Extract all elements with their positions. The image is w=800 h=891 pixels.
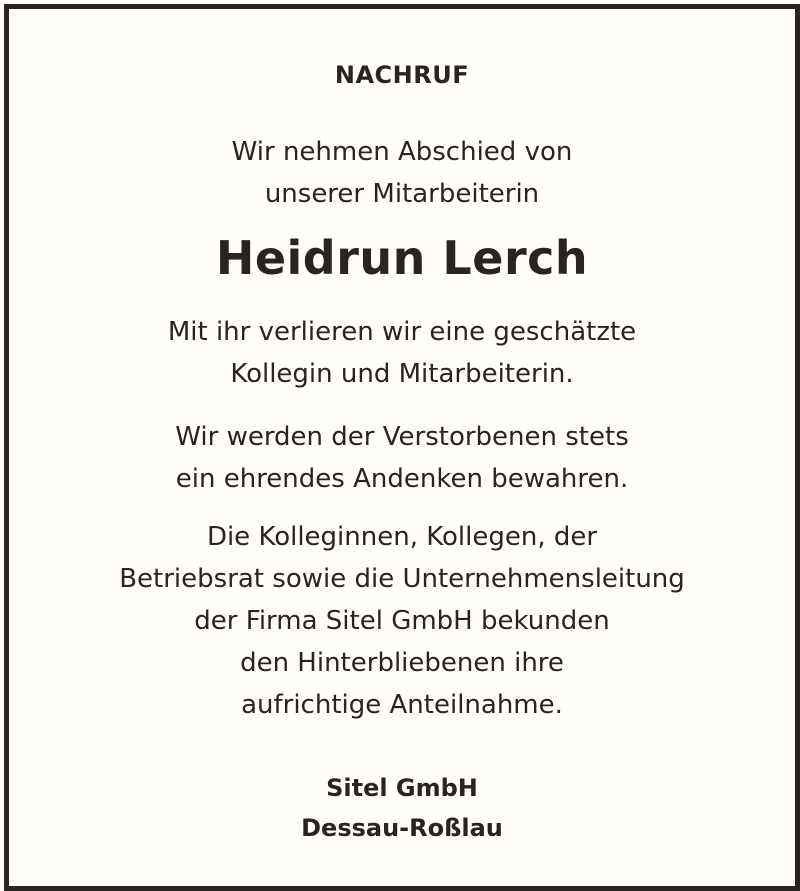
paragraph2-line-1: Wir werden der Verstorbenen stets (175, 422, 629, 452)
paragraph3-line-3: der Firma Sitel GmbH bekunden (194, 606, 610, 636)
signature-location: Dessau-Roßlau (301, 814, 503, 842)
intro-line-2: unserer Mitarbeiterin (264, 179, 540, 209)
paragraph1-line-2: Kollegin und Mitarbeiterin. (230, 359, 574, 389)
paragraph3-line-1: Die Kolleginnen, Kollegen, der (206, 522, 598, 552)
deceased-name: Heidrun Lerch (215, 231, 589, 285)
paragraph3-line-5: aufrichtige Anteilnahme. (241, 690, 563, 720)
paragraph1-line-1: Mit ihr verlieren wir eine geschätzte (167, 317, 637, 347)
signature-company: Sitel GmbH (326, 774, 478, 802)
obituary-frame (4, 4, 800, 891)
paragraph3-line-4: den Hinterbliebenen ihre (240, 648, 564, 678)
intro-line-1: Wir nehmen Abschied von (231, 137, 573, 167)
paragraph2-line-2: ein ehrendes Andenken bewahren. (175, 464, 629, 494)
paragraph3-line-2: Betriebsrat sowie die Unternehmensleitung (119, 564, 685, 594)
obituary-heading: NACHRUF (334, 61, 470, 89)
